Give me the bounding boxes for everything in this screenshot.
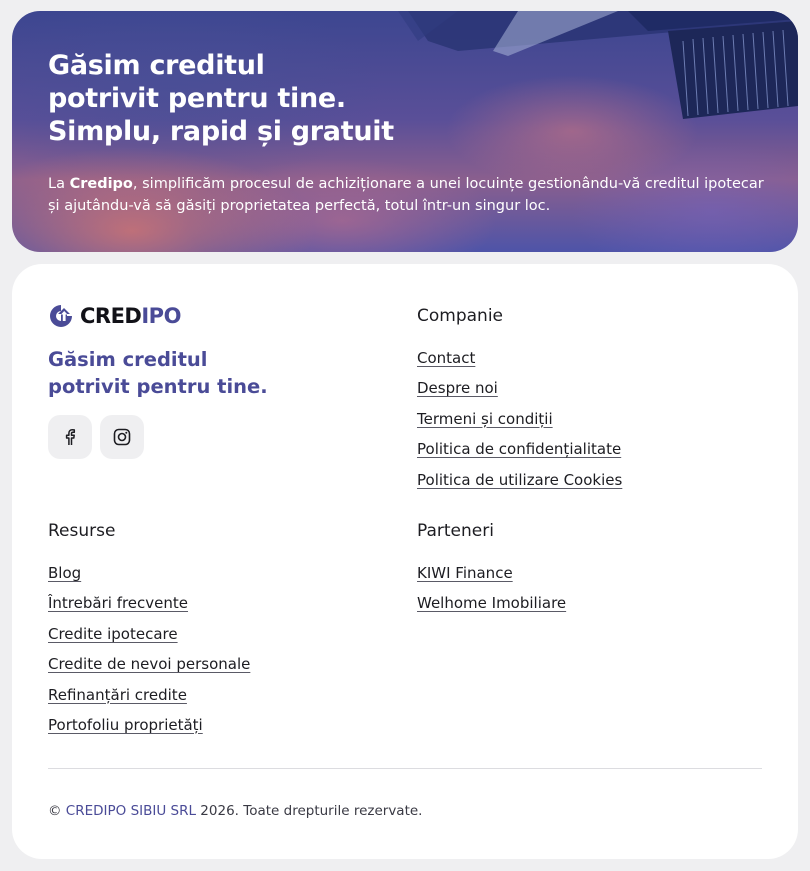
- hero-description: [48, 173, 778, 217]
- hero-desc-brand: Credipo: [69, 176, 133, 192]
- hero-title: [48, 49, 394, 148]
- facebook-button[interactable]: [48, 415, 92, 459]
- social-links: [48, 415, 144, 459]
- logo-text-part2: IPO: [141, 304, 181, 328]
- footer-card: [12, 264, 798, 859]
- link-credite-nevoi-personale[interactable]: Credite de nevoi personale: [48, 655, 251, 674]
- companie-column: [417, 306, 622, 500]
- credipo-logo[interactable]: [48, 303, 181, 329]
- tagline-line: potrivit pentru tine.: [48, 375, 268, 398]
- copyright-symbol: ©: [48, 803, 62, 819]
- credipo-logo-icon: [48, 303, 74, 329]
- link-refinantari[interactable]: Refinanțări credite: [48, 685, 187, 704]
- footer-tagline: [48, 346, 268, 400]
- link-credite-ipotecare[interactable]: Credite ipotecare: [48, 624, 178, 643]
- instagram-button[interactable]: [100, 415, 144, 459]
- link-portofoliu[interactable]: Portofoliu proprietăți: [48, 715, 203, 734]
- link-termeni[interactable]: Termeni și condiții: [417, 409, 553, 428]
- companie-heading: Companie: [417, 306, 503, 326]
- logo-text-part1: CRED: [80, 304, 142, 328]
- resurse-heading: Resurse: [48, 521, 116, 541]
- copyright-company[interactable]: CREDIPO SIBIU SRL: [65, 803, 197, 819]
- facebook-icon: [60, 427, 80, 447]
- building-image: [398, 11, 798, 131]
- link-welhome[interactable]: Welhome Imobiliare: [417, 594, 567, 613]
- parteneri-column: [417, 521, 566, 624]
- tagline-line: Găsim creditul: [48, 348, 208, 371]
- copyright: [48, 803, 422, 819]
- resurse-column: [48, 521, 250, 745]
- logo-text: [80, 304, 181, 328]
- link-blog[interactable]: Blog: [48, 564, 82, 582]
- link-contact[interactable]: Contact: [417, 349, 476, 367]
- link-intrebari[interactable]: Întrebări frecvente: [48, 594, 189, 613]
- hero-title-line: Simplu, rapid și gratuit: [48, 116, 394, 147]
- footer-divider: [48, 768, 762, 769]
- hero-title-line: potrivit pentru tine.: [48, 83, 346, 114]
- copyright-text: 2026. Toate drepturile rezervate.: [196, 803, 423, 819]
- link-kiwi-finance[interactable]: KIWI Finance: [417, 564, 513, 582]
- hero-desc-rest: , simplificăm procesul de achiziționare a unei locuințe gestionându-vă creditul ipotecar și ajutându-vă să găsiți proprietatea perfectă, totul într-un singur loc.: [48, 176, 764, 214]
- link-confidentialitate[interactable]: Politica de confidențialitate: [417, 440, 622, 459]
- hero-banner: [12, 11, 798, 252]
- hero-title-line: Găsim creditul: [48, 50, 265, 81]
- hero-desc-prefix: La: [48, 176, 70, 192]
- parteneri-heading: Parteneri: [417, 521, 494, 541]
- instagram-icon: [112, 427, 132, 447]
- link-cookies[interactable]: Politica de utilizare Cookies: [417, 470, 623, 489]
- link-despre-noi[interactable]: Despre noi: [417, 379, 498, 398]
